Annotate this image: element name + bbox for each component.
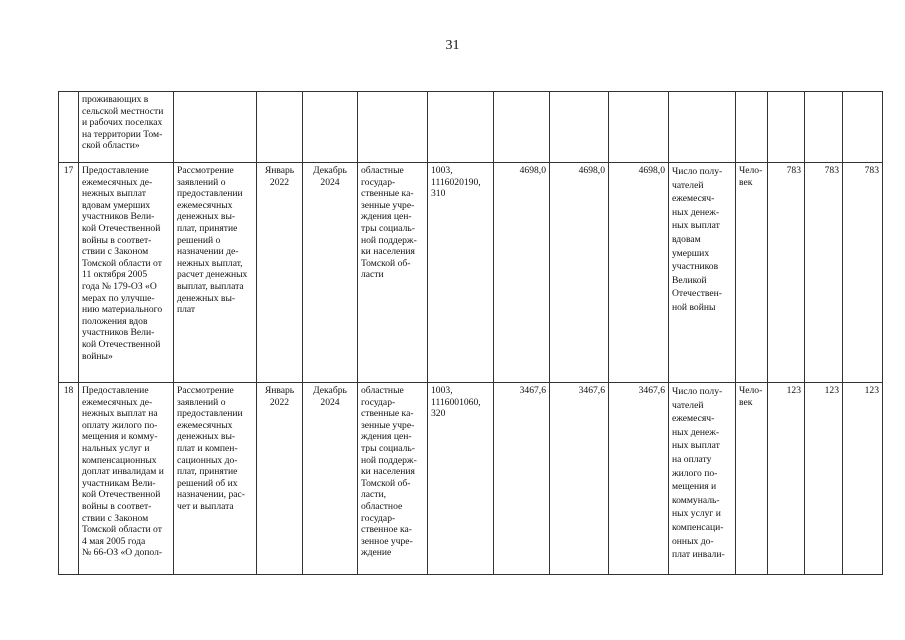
indicator-text: Число полу- чателей ежемесяч- ных денеж- ных выплат на оплату жилого по- мещения и коммуналь- ных услуг и компенсаци- онных до- плат инвали- xyxy=(672,386,725,561)
cell-executor xyxy=(358,163,428,383)
row-number: 17 xyxy=(59,163,79,383)
cell-indicator xyxy=(669,163,736,383)
cell-activity xyxy=(174,383,257,575)
cell-start xyxy=(257,383,303,575)
table-row xyxy=(59,383,883,575)
activity-name-text: Предоставление ежемесячных де- нежных выплат на оплату жилого по- мещения и комму- нальных услуг и компенсационных доплат инвалидам и участникам Вели- кой Отечественной войны в соответ- ствии с Законом Томской области от 4 мая 2005 года № 66-ОЗ «О допол- xyxy=(82,385,164,559)
cell-v1: 123 xyxy=(768,383,805,575)
unit-text: Чело- век xyxy=(739,165,763,188)
cell-end xyxy=(303,383,358,575)
cell-unit xyxy=(736,92,768,163)
cell-v2 xyxy=(805,92,843,163)
activity-content-text: Рассмотрение заявлений о предоставлении ежемесячных денежных вы- плат, принятие решений о назначении де- нежных выплат, расчет денежных выплат, выплата денежных вы- плат xyxy=(177,165,248,316)
row-number: 18 xyxy=(59,383,79,575)
cell-sum1: 3467,6 xyxy=(494,383,550,575)
end-date-text: Декабрь 2024 xyxy=(313,165,347,188)
cell-sum1 xyxy=(494,92,550,163)
cell-sum2: 3467,6 xyxy=(550,383,609,575)
cell-codes xyxy=(428,92,494,163)
cell-sum2: 4698,0 xyxy=(550,163,609,383)
budget-codes-text: 1003, 1116001060, 320 xyxy=(431,385,481,420)
cell-activity xyxy=(174,163,257,383)
cell-indicator xyxy=(669,92,736,163)
executor-text: областные государ- ственные ка- зенные учре- ждения цен- тры социаль- ной поддерж- ки населения Томской об- ласти, областное государ- ственное ка- зенное учре- ждение xyxy=(361,385,417,559)
cell-end xyxy=(303,163,358,383)
cell-v3: 783 xyxy=(843,163,883,383)
cell-v3 xyxy=(843,92,883,163)
cell-sum3: 4698,0 xyxy=(609,163,669,383)
cell-v1 xyxy=(768,92,805,163)
cell-unit xyxy=(736,163,768,383)
cell-executor xyxy=(358,92,428,163)
unit-text: Чело- век xyxy=(739,385,763,408)
cell-sum3: 3467,6 xyxy=(609,383,669,575)
cell-start xyxy=(257,163,303,383)
cell-v1: 783 xyxy=(768,163,805,383)
activity-content-text: Рассмотрение заявлений о предоставлении ежемесячных денежных вы- плат и компен- сационных до- плат, принятие решений об их назначении, рас- чет и выплата xyxy=(177,385,245,512)
cell-v2: 783 xyxy=(805,163,843,383)
cell-sum1: 4698,0 xyxy=(494,163,550,383)
cell-no xyxy=(59,92,79,163)
start-date-text: Январь 2022 xyxy=(264,385,295,408)
start-date-text: Январь 2022 xyxy=(264,165,295,188)
activity-name-text: проживающих в сельской местности и рабочих поселках на территории Том- ской области» xyxy=(82,94,164,152)
cell-name xyxy=(79,163,174,383)
table-row xyxy=(59,163,883,383)
budget-codes-text: 1003, 1116020190, 310 xyxy=(431,165,481,200)
cell-v2: 123 xyxy=(805,383,843,575)
cell-indicator xyxy=(669,383,736,575)
cell-name xyxy=(79,92,174,163)
cell-executor xyxy=(358,383,428,575)
page-number: 31 xyxy=(445,38,460,53)
cell-v3: 123 xyxy=(843,383,883,575)
cell-start xyxy=(257,92,303,163)
indicator-text: Число полу- чателей ежемесяч- ных денеж- ных выплат вдовам умерших участников Великой Отечествен- ной войны xyxy=(672,166,723,313)
cell-sum2 xyxy=(550,92,609,163)
table-row-continuation xyxy=(59,92,883,163)
activity-name-text: Предоставление ежемесячных де- нежных выплат вдовам умерших участников Вели- кой Отечественной войны в соответ- ствии с Законом Томской области от 11 октября 2005 года № 179-ОЗ «О мерах по улучше- нию материального положения вдов участников Вели- кой Отечественной войны» xyxy=(82,165,163,362)
cell-sum3 xyxy=(609,92,669,163)
cell-codes xyxy=(428,163,494,383)
cell-name xyxy=(79,383,174,575)
program-activities-table xyxy=(58,91,883,575)
cell-activity xyxy=(174,92,257,163)
end-date-text: Декабрь 2024 xyxy=(313,385,347,408)
cell-end xyxy=(303,92,358,163)
executor-text: областные государ- ственные ка- зенные учре- ждения цен- тры социаль- ной поддерж- ки населения Томской об- ласти xyxy=(361,165,417,281)
cell-codes xyxy=(428,383,494,575)
cell-unit xyxy=(736,383,768,575)
